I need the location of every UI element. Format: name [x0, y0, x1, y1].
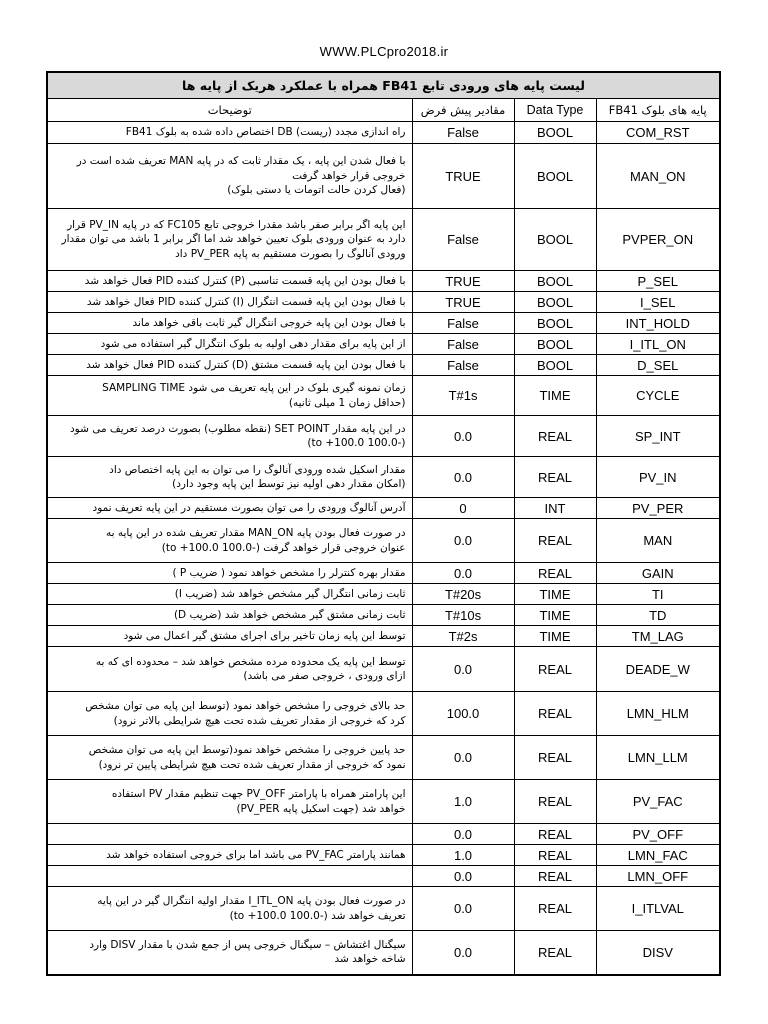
description-cell: این پارامتر همراه با پارامتر PV_OFF جهت تنظیم مقدار PV استفاده خواهد شد (جهت اسکیل پایه PV_PER) [47, 780, 412, 824]
pin-cell: DEADE_W [596, 647, 720, 692]
pin-cell: PVPER_ON [596, 209, 720, 271]
pin-cell: TD [596, 605, 720, 626]
default-value-cell: False [412, 209, 514, 271]
default-value-cell: 0 [412, 498, 514, 519]
pin-cell: CYCLE [596, 376, 720, 416]
data-type-cell: REAL [514, 519, 596, 563]
data-type-cell: BOOL [514, 209, 596, 271]
pin-cell: MAN [596, 519, 720, 563]
table-row [47, 355, 720, 376]
header-pin: پایه های بلوک FB41 [596, 99, 720, 122]
description-cell: زمان نمونه گیری بلوک در این پایه تعریف می شود SAMPLING TIME (حداقل زمان 1 میلی ثانیه) [47, 376, 412, 416]
data-type-cell: REAL [514, 780, 596, 824]
default-value-cell: TRUE [412, 144, 514, 209]
data-type-cell: TIME [514, 626, 596, 647]
pin-cell: SP_INT [596, 416, 720, 457]
data-type-cell: BOOL [514, 271, 596, 292]
table-row [47, 144, 720, 209]
description-cell: از این پایه برای مقدار دهی اولیه به بلوک انتگرال گیر استفاده می شود [47, 334, 412, 355]
default-value-cell: TRUE [412, 292, 514, 313]
default-value-cell: False [412, 355, 514, 376]
table-row [47, 457, 720, 498]
description-cell: در صورت فعال بودن پایه I_ITL_ON مقدار اولیه انتگرال گیر در این پایه تعریف خواهد شد (-100.0 to +100.0) [47, 887, 412, 931]
pin-cell: LMN_OFF [596, 866, 720, 887]
table-row [47, 584, 720, 605]
pin-cell: PV_FAC [596, 780, 720, 824]
default-value-cell: 0.0 [412, 824, 514, 845]
description-cell: با فعال بودن این پایه قسمت تناسبی (P) کنترل کننده PID فعال خواهد شد [47, 271, 412, 292]
data-type-cell: TIME [514, 584, 596, 605]
description-cell: حد بالای خروجی را مشخص خواهد نمود (توسط این پایه می توان مشخص کرد که خروجی از مقدار تعریف شده تحت هیچ شرایطی بالاتر نرود) [47, 692, 412, 736]
header-description: توضیحات [47, 99, 412, 122]
pin-cell: LMN_FAC [596, 845, 720, 866]
data-type-cell: TIME [514, 376, 596, 416]
data-type-cell: BOOL [514, 355, 596, 376]
default-value-cell: False [412, 122, 514, 144]
table-row [47, 845, 720, 866]
table-row [47, 498, 720, 519]
data-type-cell: REAL [514, 736, 596, 780]
description-cell: ثابت زمانی مشتق گیر مشخص خواهد شد (ضریب D) [47, 605, 412, 626]
pin-cell: PV_IN [596, 457, 720, 498]
data-type-cell: REAL [514, 647, 596, 692]
table-row [47, 122, 720, 144]
pin-cell: P_SEL [596, 271, 720, 292]
data-type-cell: TIME [514, 605, 596, 626]
table-title: لیست پایه های ورودی تابع FB41 همراه با عملکرد هریک از پایه ها [47, 72, 720, 99]
table-row [47, 780, 720, 824]
default-value-cell: 0.0 [412, 931, 514, 975]
data-type-cell: INT [514, 498, 596, 519]
description-cell: در صورت فعال بودن پایه MAN_ON مقدار تعریف شده در این پایه به عنوان خروجی قرار خواهد گرفت (-100.0 to +100.0) [47, 519, 412, 563]
description-cell: توسط این پایه زمان تاخیر برای اجرای مشتق گیر اعمال می شود [47, 626, 412, 647]
description-cell: آدرس آنالوگ ورودی را می توان بصورت مستقیم در این پایه تعریف نمود [47, 498, 412, 519]
default-value-cell: 0.0 [412, 519, 514, 563]
pin-cell: D_SEL [596, 355, 720, 376]
pin-cell: LMN_HLM [596, 692, 720, 736]
data-type-cell: REAL [514, 692, 596, 736]
table-title-row [47, 72, 720, 99]
description-cell: حد پایین خروجی را مشخص خواهد نمود(توسط این پایه می توان مشخص نمود که خروجی از مقدار تعریف شده تحت هیچ شرایطی پایین تر نرود) [47, 736, 412, 780]
header-data-type: Data Type [514, 99, 596, 122]
table-row [47, 824, 720, 845]
table-row [47, 647, 720, 692]
default-value-cell: 0.0 [412, 736, 514, 780]
description-cell: مقدار اسکیل شده ورودی آنالوگ را می توان به این پایه اختصاص داد (امکان مقدار دهی اولیه نیز توسط این پایه وجود دارد) [47, 457, 412, 498]
data-type-cell: REAL [514, 824, 596, 845]
default-value-cell: 0.0 [412, 647, 514, 692]
pin-cell: TM_LAG [596, 626, 720, 647]
table-header-row [47, 99, 720, 122]
header-default: مقادیر پیش فرض [412, 99, 514, 122]
default-value-cell: 100.0 [412, 692, 514, 736]
table-row [47, 292, 720, 313]
table-row [47, 376, 720, 416]
table-row [47, 416, 720, 457]
pin-cell: PV_OFF [596, 824, 720, 845]
table-row [47, 692, 720, 736]
default-value-cell: T#1s [412, 376, 514, 416]
data-type-cell: BOOL [514, 334, 596, 355]
default-value-cell: 0.0 [412, 563, 514, 584]
default-value-cell: T#20s [412, 584, 514, 605]
description-cell: ثابت زمانی انتگرال گیر مشخص خواهد شد (ضریب I) [47, 584, 412, 605]
description-cell: همانند پارامتر PV_FAC می باشد اما برای خروجی استفاده خواهد شد [47, 845, 412, 866]
fb41-pin-table [46, 71, 721, 976]
table-row [47, 519, 720, 563]
data-type-cell: REAL [514, 563, 596, 584]
description-cell [47, 824, 412, 845]
data-type-cell: BOOL [514, 144, 596, 209]
description-cell: این پایه اگر برابر صفر باشد مقدرا خروجی تابع FC105 که در پایه PV_IN قرار دارد به عنوان ورودی بلوک تعیین خواهد شد اما اگر برابر 1 باشد می توان مقدار ورودی آنالوگ را بصورت مستقیم به پایه PV_PER داد [47, 209, 412, 271]
data-type-cell: BOOL [514, 313, 596, 334]
default-value-cell: TRUE [412, 271, 514, 292]
pin-cell: GAIN [596, 563, 720, 584]
table-row [47, 626, 720, 647]
table-row [47, 605, 720, 626]
data-type-cell: BOOL [514, 292, 596, 313]
data-type-cell: BOOL [514, 122, 596, 144]
default-value-cell: 1.0 [412, 780, 514, 824]
description-cell: در این پایه مقدار SET POINT (نقطه مطلوب) بصورت درصد تعریف می شود (-100.0 to +100.0) [47, 416, 412, 457]
table-row [47, 736, 720, 780]
pin-cell: COM_RST [596, 122, 720, 144]
table-row [47, 887, 720, 931]
description-cell: مقدار بهره کنترلر را مشخص خواهد نمود ( ضریب P ) [47, 563, 412, 584]
description-cell: راه اندازی مجدد (ریست) DB اختصاص داده شده به بلوک FB41 [47, 122, 412, 144]
table-row [47, 313, 720, 334]
table-row [47, 271, 720, 292]
default-value-cell: T#2s [412, 626, 514, 647]
description-cell: سیگنال اغتشاش – سیگنال خروجی پس از جمع شدن با مقدار DISV وارد شاخه خواهد شد [47, 931, 412, 975]
default-value-cell: 0.0 [412, 866, 514, 887]
description-cell: توسط این پایه یک محدوده مرده مشخص خواهد شد – محدوده ای که به ازای ورودی ، خروجی صفر می باشد) [47, 647, 412, 692]
data-type-cell: REAL [514, 887, 596, 931]
default-value-cell: False [412, 334, 514, 355]
pin-cell: PV_PER [596, 498, 720, 519]
table-row [47, 866, 720, 887]
pin-cell: I_SEL [596, 292, 720, 313]
data-type-cell: REAL [514, 866, 596, 887]
data-type-cell: REAL [514, 457, 596, 498]
table-row [47, 931, 720, 975]
data-type-cell: REAL [514, 845, 596, 866]
pin-cell: I_ITL_ON [596, 334, 720, 355]
description-cell [47, 866, 412, 887]
description-cell: با فعال بودن این پایه قسمت انتگرال (I) کنترل کننده PID فعال خواهد شد [47, 292, 412, 313]
default-value-cell: 1.0 [412, 845, 514, 866]
table-row [47, 563, 720, 584]
data-type-cell: REAL [514, 931, 596, 975]
default-value-cell: False [412, 313, 514, 334]
description-cell: با فعال بودن این پایه قسمت مشتق (D) کنترل کننده PID فعال خواهد شد [47, 355, 412, 376]
pin-cell: TI [596, 584, 720, 605]
pin-cell: INT_HOLD [596, 313, 720, 334]
table-row [47, 334, 720, 355]
default-value-cell: 0.0 [412, 457, 514, 498]
default-value-cell: 0.0 [412, 887, 514, 931]
description-cell: با فعال بودن این پایه خروجی انتگرال گیر ثابت باقی خواهد ماند [47, 313, 412, 334]
site-url: WWW.PLCpro2018.ir [319, 44, 449, 59]
default-value-cell: 0.0 [412, 416, 514, 457]
pin-cell: LMN_LLM [596, 736, 720, 780]
pin-cell: MAN_ON [596, 144, 720, 209]
pin-cell: I_ITLVAL [596, 887, 720, 931]
data-type-cell: REAL [514, 416, 596, 457]
default-value-cell: T#10s [412, 605, 514, 626]
description-cell: با فعال شدن این پایه ، یک مقدار ثابت که در پایه MAN تعریف شده است در خروجی قرار خواهد گرفت (فعال کردن حالت اتومات یا دستی بلوک) [47, 144, 412, 209]
table-row [47, 209, 720, 271]
pin-cell: DISV [596, 931, 720, 975]
